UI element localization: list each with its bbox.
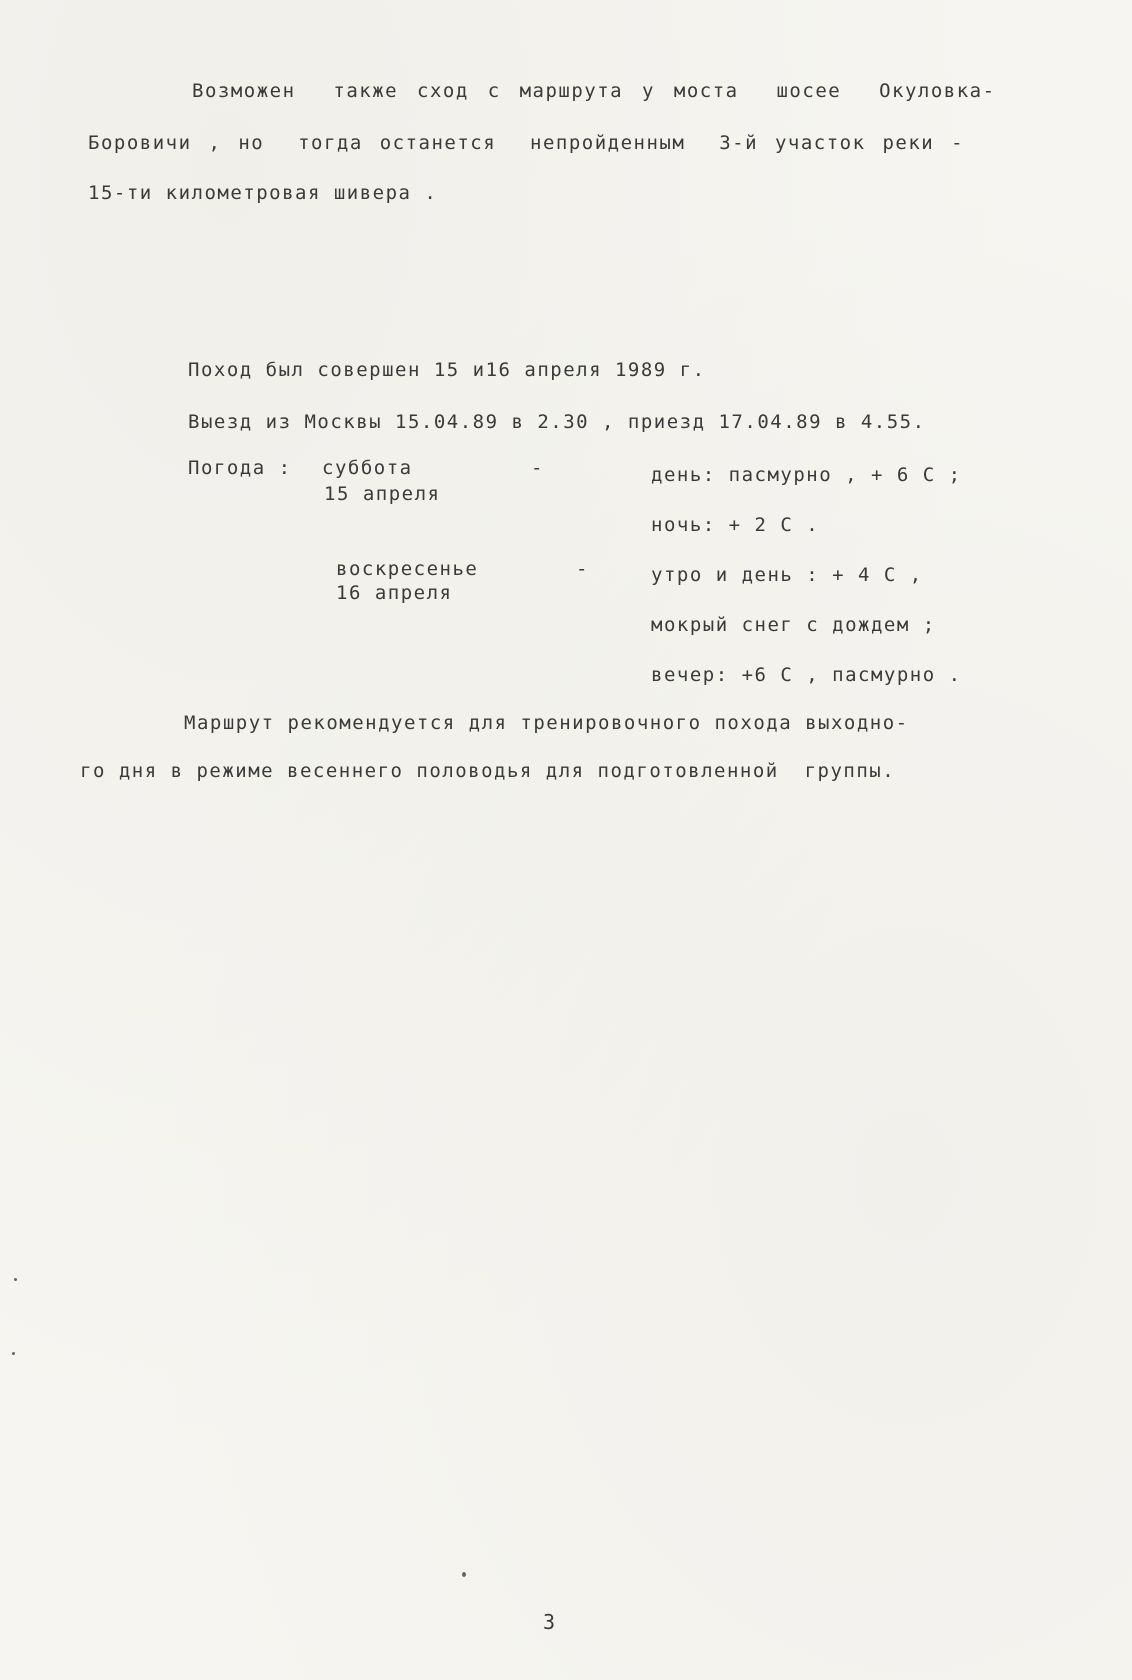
paper-speck [462,1572,466,1577]
weather-saturday-date: 15 апреля [324,483,441,505]
weather-sunday-date: 16 апреля [336,582,453,604]
weather-saturday-day: суббота [322,457,413,479]
weather-sunday-entry-morning: утро и день : + 4 С , [651,564,923,586]
recommendation-line-2: го дня в режиме весеннего половодья для подготовленной группы. [80,760,896,782]
paper-speck [12,1352,15,1355]
paper-speck [14,1278,17,1281]
trip-dates: Поход был совершен 15 и16 апреля 1989 г. [188,359,706,381]
weather-sunday-entry-snow: мокрый снег с дождем ; [651,614,936,636]
trip-travel: Выезд из Москвы 15.04.89 в 2.30 , приезд 17.04.89 в 4.55. [188,411,926,433]
paragraph-1-line-2: Боровичи , но тогда останется непройденным 3-й участок реки - [88,132,965,154]
weather-saturday-entry-day: день: пасмурно , + 6 С ; [651,464,962,486]
page-number: 3 [543,1610,556,1634]
weather-label: Погода : [188,457,292,479]
recommendation-line-1: Маршрут рекомендуется для тренировочного похода выходно- [184,712,909,734]
weather-sunday-entry-evening: вечер: +6 С , пасмурно . [651,664,962,686]
weather-saturday-entry-night: ночь: + 2 С . [651,514,820,536]
paragraph-1-line-1: Возможен также сход с маршрута у моста шосее Окуловка- [192,80,996,102]
paragraph-1-line-3: 15-ти километровая шивера . [88,182,438,204]
weather-sunday-dash: - [576,558,589,580]
weather-sunday-day: воскресенье [336,558,479,580]
weather-saturday-dash: - [531,457,544,479]
